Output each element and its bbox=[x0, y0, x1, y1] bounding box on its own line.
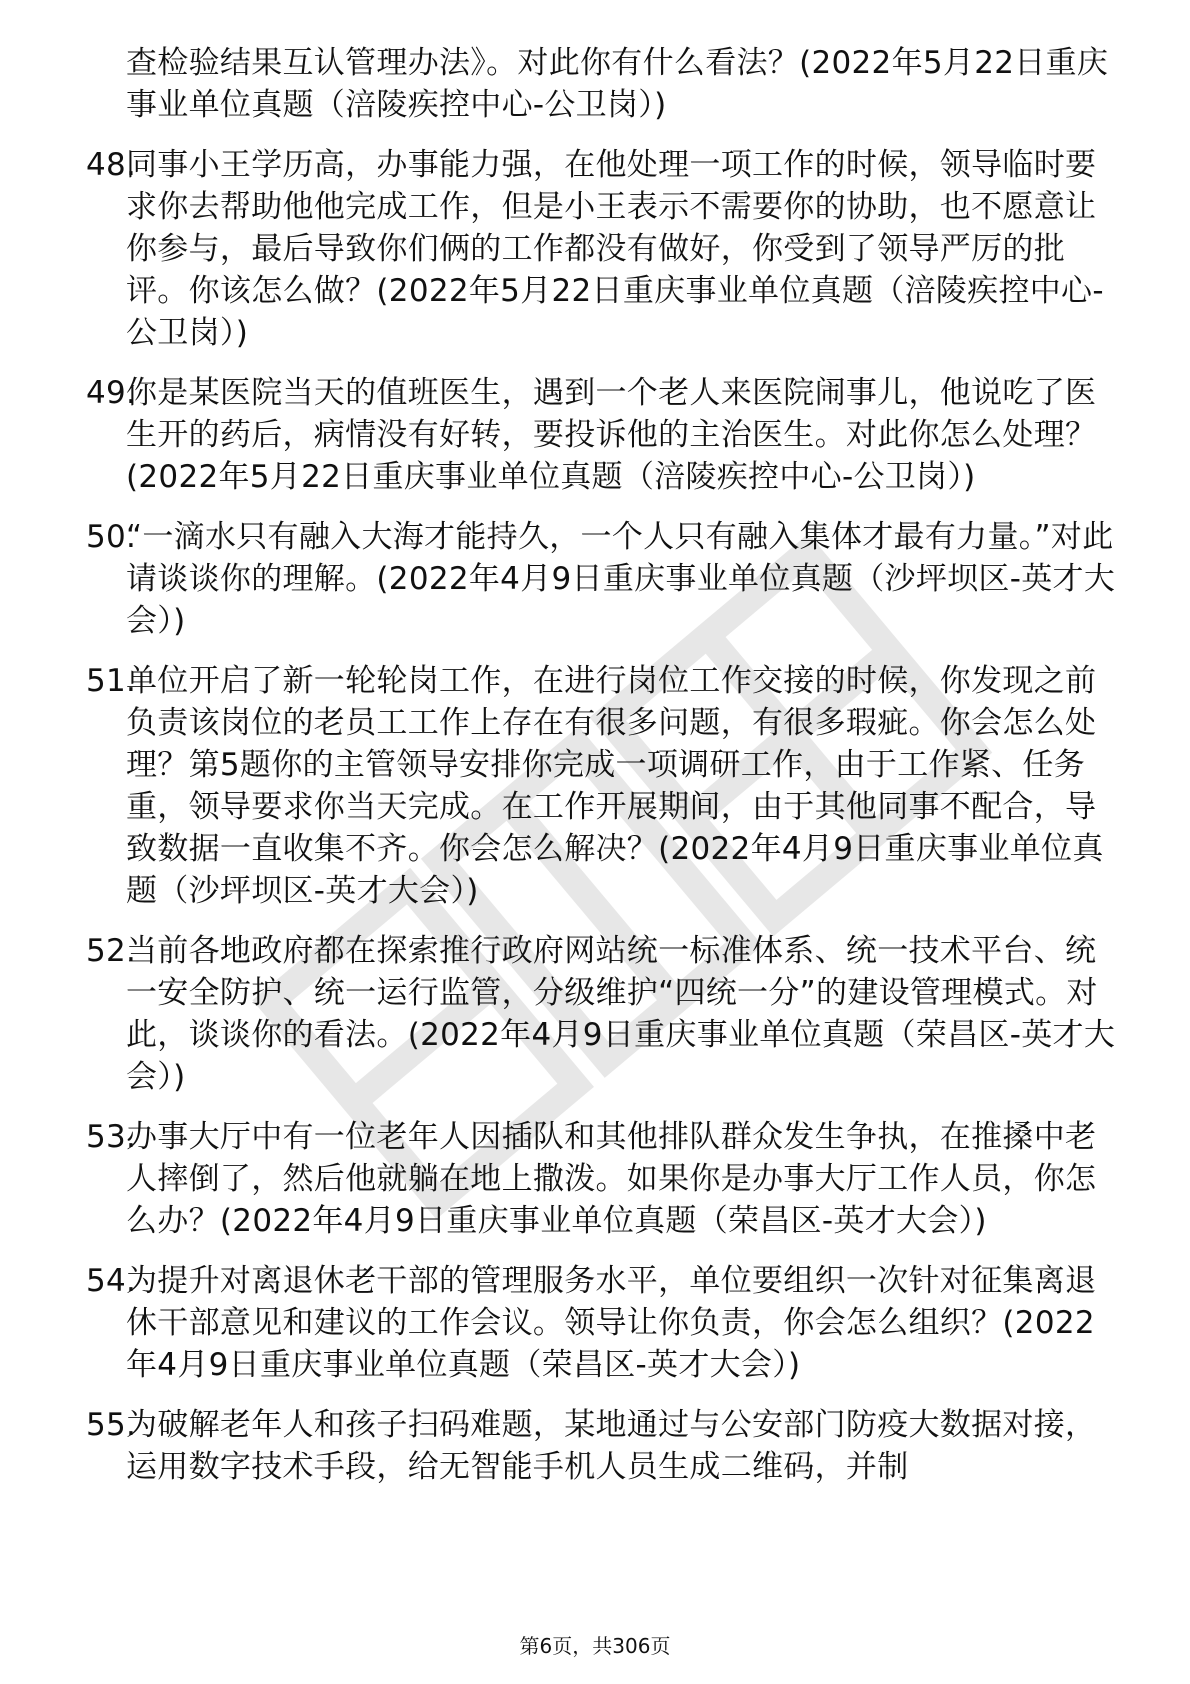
question-text: 单位开启了新一轮轮岗工作，在进行岗位工作交接的时候，你发现之前负责该岗位的老员工工作上存在有很多问题，有很多瑕疵。你会怎么处理？第5题你的主管领导安排你完成一项调研工作，由于工作紧、任务重，领导要求你当天完成。在工作开展期间，由于其他同事不配合，导致数据一直收集不齐。你会怎么解决？(2022年4月9日重庆事业单位真题（沙坪坝区-英才大会）) bbox=[126, 663, 1104, 909]
question-text: 为破解老年人和孩子扫码难题，某地通过与公安部门防疫大数据对接，运用数字技术手段，给无智能手机人员生成二维码，并制 bbox=[126, 1407, 1097, 1485]
question-number: 53. bbox=[86, 1119, 137, 1155]
question-text: 你是某医院当天的值班医生，遇到一个老人来医院闹事儿，他说吃了医生开的药后，病情没有好转，要投诉他的主治医生。对此你怎么处理？(2022年5月22日重庆事业单位真题（涪陵疾控中心-公卫岗）) bbox=[126, 375, 1097, 495]
question-list bbox=[86, 42, 1126, 1506]
question-number: 55. bbox=[86, 1407, 137, 1443]
question-number: 50. bbox=[86, 519, 137, 555]
question-item-52 bbox=[86, 930, 1126, 1098]
question-number: 51. bbox=[86, 663, 137, 699]
question-number: 49. bbox=[86, 375, 137, 411]
continued-question-text: 查检验结果互认管理办法》。对此你有什么看法？(2022年5月22日重庆事业单位真题（涪陵疾控中心-公卫岗）) bbox=[126, 45, 1109, 123]
question-text: 同事小王学历高，办事能力强，在他处理一项工作的时候，领导临时要求你去帮助他他完成工作，但是小王表示不需要你的协助，也不愿意让你参与，最后导致你们俩的工作都没有做好，你受到了领导严厉的批评。你该怎么做？(2022年5月22日重庆事业单位真题（涪陵疾控中心-公卫岗）) bbox=[126, 147, 1104, 351]
question-item-51 bbox=[86, 660, 1126, 912]
question-item-53 bbox=[86, 1116, 1126, 1242]
question-item-54 bbox=[86, 1260, 1126, 1386]
question-number: 52. bbox=[86, 933, 137, 969]
question-text: 为提升对离退休老干部的管理服务水平，单位要组织一次针对征集离退休干部意见和建议的工作会议。领导让你负责，你会怎么组织？(2022年4月9日重庆事业单位真题（荣昌区-英才大会）) bbox=[126, 1263, 1097, 1383]
question-item-55 bbox=[86, 1404, 1126, 1488]
question-item-48 bbox=[86, 144, 1126, 354]
page-footer: 第6页，共306页 bbox=[519, 1634, 671, 1658]
question-number: 48. bbox=[86, 147, 137, 183]
question-item-50 bbox=[86, 516, 1126, 642]
question-number: 54. bbox=[86, 1263, 137, 1299]
question-item-49 bbox=[86, 372, 1126, 498]
question-text: 当前各地政府都在探索推行政府网站统一标准体系、统一技术平台、统一安全防护、统一运行监管，分级维护“四统一分”的建设管理模式。对此，谈谈你的看法。(2022年4月9日重庆事业单位真题（荣昌区-英才大会）) bbox=[126, 933, 1116, 1095]
question-text: 办事大厅中有一位老年人因插队和其他排队群众发生争执，在推搡中老人摔倒了，然后他就躺在地上撒泼。如果你是办事大厅工作人员，你怎么办？(2022年4月9日重庆事业单位真题（荣昌区-英才大会）) bbox=[126, 1119, 1097, 1239]
question-text: “一滴水只有融入大海才能持久，一个人只有融入集体才最有力量。”对此请谈谈你的理解。(2022年4月9日重庆事业单位真题（沙坪坝区-英才大会）) bbox=[126, 519, 1116, 639]
